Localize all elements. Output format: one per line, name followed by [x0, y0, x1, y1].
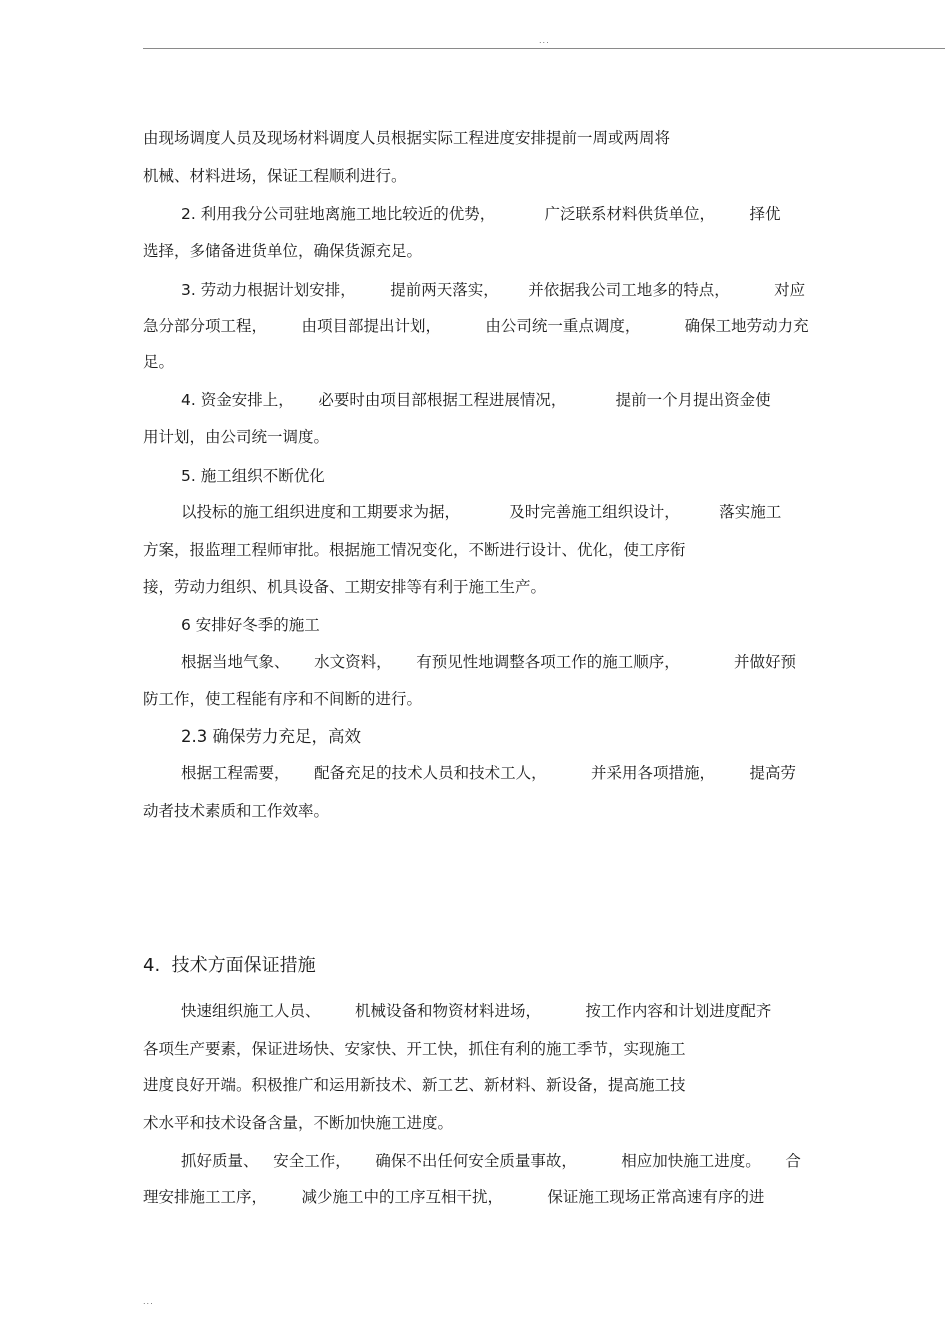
paragraph-line: 快速组织施工人员、 机械设备和物资材料进场， 按工作内容和计划进度配齐 [181, 1002, 772, 1020]
paragraph-line: 动者技术素质和工作效率。 [143, 802, 330, 820]
paragraph-line: 防工作，使工程能有序和不间断的进行。 [143, 690, 423, 708]
header-mark: ... [539, 36, 550, 45]
paragraph-line: 方案，报监理工程师审批。根据施工情况变化，不断进行设计、优化，使工序衔 [143, 541, 686, 559]
paragraph-line: 术水平和技术设备含量，不断加快施工进度。 [143, 1114, 454, 1132]
paragraph-line: 用计划，由公司统一调度。 [143, 428, 330, 446]
footer-mark: ... [143, 1297, 154, 1306]
paragraph-line: 以投标的施工组织进度和工期要求为据， 及时完善施工组织设计， 落实施工 [181, 503, 782, 521]
paragraph-line: 根据当地气象、 水文资料， 有预见性地调整各项工作的施工顺序， 并做好预 [181, 653, 796, 671]
paragraph-line: 足。 [143, 353, 175, 371]
paragraph-line: 抓好质量、 安全工作， 确保不出任何安全质量事故， 相应加快施工进度。 合 [181, 1152, 801, 1170]
section-heading: 6 安排好冬季的施工 [181, 616, 320, 634]
paragraph-line: 急分部分项工程， 由项目部提出计划， 由公司统一重点调度， 确保工地劳动力充 [143, 317, 809, 335]
paragraph-line: 根据工程需要， 配备充足的技术人员和技术工人， 并采用各项措施， 提高劳 [181, 764, 796, 782]
section-heading: 5. 施工组织不断优化 [181, 467, 325, 485]
paragraph-line: 2. 利用我分公司驻地离施工地比较近的优势， 广泛联系材料供货单位， 择优 [181, 205, 781, 223]
paragraph-line: 由现场调度人员及现场材料调度人员根据实际工程进度安排提前一周或两周将 [143, 129, 671, 147]
section-heading: 2.3 确保劳力充足，高效 [181, 727, 361, 746]
chapter-heading: 4. 技术方面保证措施 [143, 955, 316, 976]
header-rule [143, 48, 945, 49]
paragraph-line: 3. 劳动力根据计划安排， 提前两天落实， 并依据我公司工地多的特点， 对应 [181, 281, 806, 299]
paragraph-line: 机械、材料进场，保证工程顺利进行。 [143, 167, 407, 185]
paragraph-line: 选择，多储备进货单位，确保货源充足。 [143, 242, 423, 260]
paragraph-line: 4. 资金安排上， 必要时由项目部根据工程进展情况， 提前一个月提出资金使 [181, 391, 771, 409]
paragraph-line: 接，劳动力组织、机具设备、工期安排等有利于施工生产。 [143, 578, 547, 596]
paragraph-line: 理安排施工工序， 减少施工中的工序互相干扰， 保证施工现场正常高速有序的进 [143, 1188, 765, 1206]
paragraph-line: 各项生产要素，保证进场快、安家快、开工快，抓住有利的施工季节，实现施工 [143, 1040, 686, 1058]
paragraph-line: 进度良好开端。积极推广和运用新技术、新工艺、新材料、新设备，提高施工技 [143, 1076, 686, 1094]
